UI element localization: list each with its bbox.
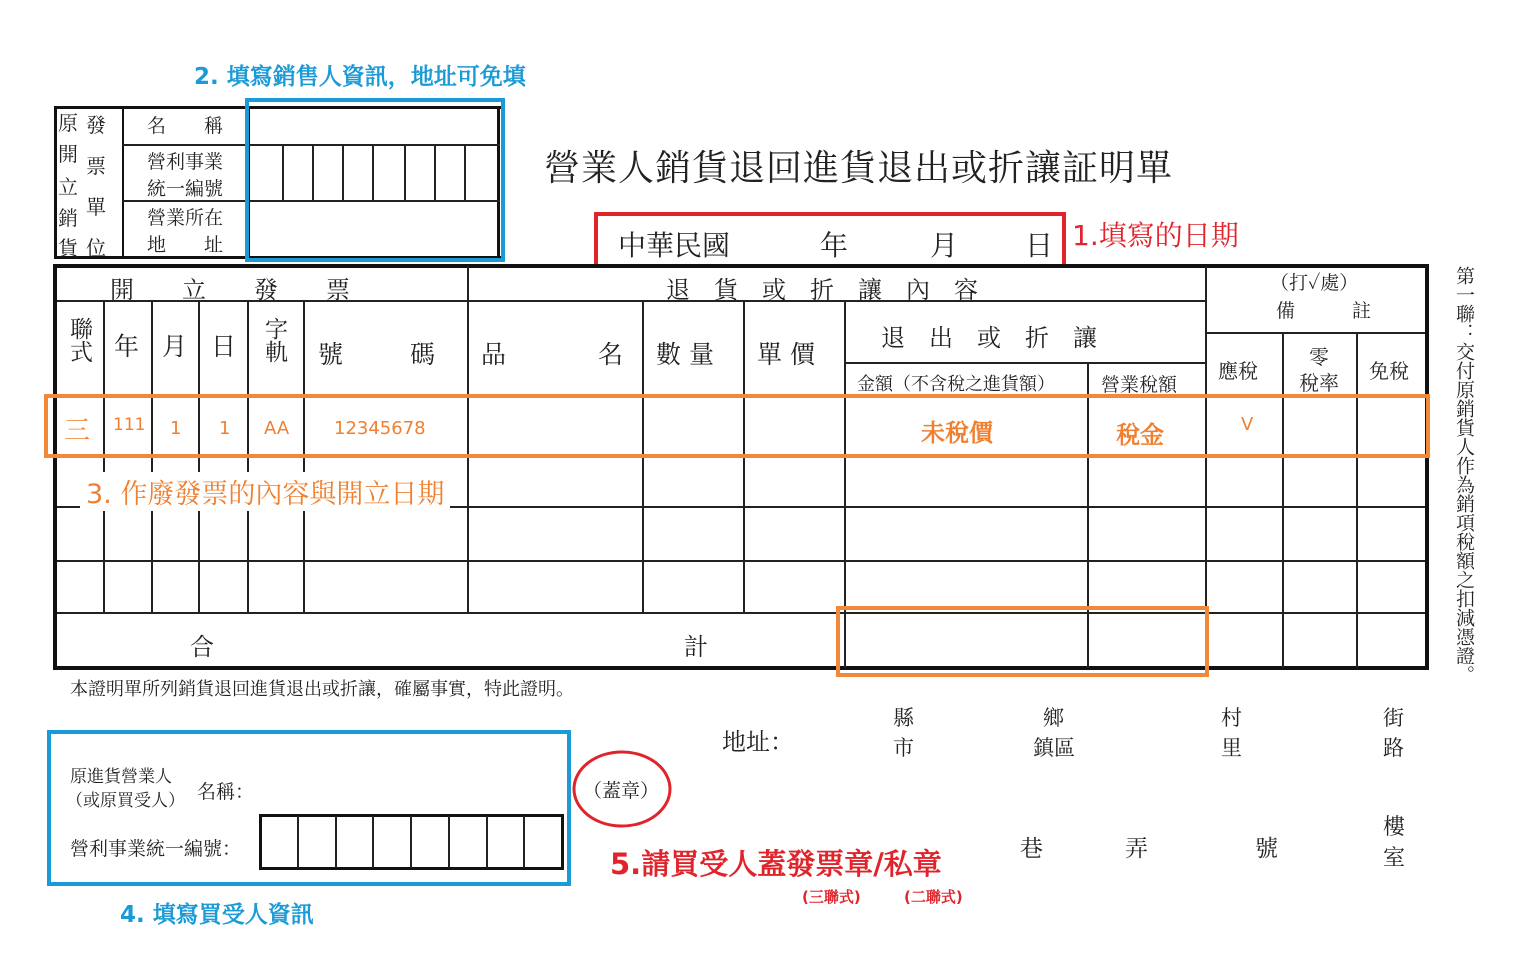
header-copies: 聯式: [66, 317, 92, 363]
seller-char: 貨: [58, 236, 78, 260]
address-village: 村: [1221, 706, 1242, 730]
annotation-step1: 1.填寫的日期: [1072, 219, 1239, 252]
form-title: 營業人銷貨退回進貨退出或折讓証明單: [544, 148, 1174, 189]
total-highlight-box: [836, 606, 1209, 677]
annotation-step3: 3. 作廢發票的內容與開立日期: [80, 472, 450, 511]
header-track: 字軌: [261, 317, 287, 363]
row-taxable-mark: V: [1241, 414, 1254, 435]
header-zero-rate: 零: [1309, 345, 1329, 369]
address-city: 市: [893, 736, 914, 760]
address-alley: 弄: [1125, 836, 1148, 862]
seller-char: 票: [86, 154, 106, 178]
row-number-value: 12345678: [334, 418, 426, 439]
header-quantity: 數 量: [656, 340, 714, 369]
annotation-step5: 5.請買受人蓋發票章/私章: [610, 847, 942, 881]
header-amount: 金額（不含稅之進貨額）: [857, 374, 1055, 395]
seller-highlight-box: [245, 98, 505, 262]
header-remark: 備 註: [1276, 300, 1372, 322]
address-county: 縣: [893, 706, 914, 730]
header-zero-rate: 稅率: [1299, 371, 1339, 395]
header-day: 日: [211, 332, 237, 361]
seller-char: 開: [58, 142, 78, 166]
buyer-tax-id-label: 營利事業統一編號：: [70, 838, 242, 860]
header-taxable: 應稅: [1218, 359, 1258, 383]
seller-char: 銷: [58, 206, 78, 230]
row-copies-value: 三: [64, 416, 91, 446]
annotation-step2: 2. 填寫銷售人資訊，地址可免填: [194, 64, 526, 90]
seller-tax-id-label: 統一編號: [147, 178, 224, 200]
address-lane: 巷: [1020, 836, 1043, 862]
header-invoice-group: 開 立 發 票: [110, 276, 350, 304]
header-month: 月: [162, 332, 188, 361]
seller-char: 單: [86, 195, 106, 219]
row-track-value: AA: [264, 418, 290, 439]
header-return-or-allowance: 退 出 或 折 讓: [881, 324, 1097, 352]
address-li: 里: [1221, 736, 1242, 760]
annotation-step4: 4. 填寫買受人資訊: [120, 902, 314, 928]
date-month-label: 月: [930, 229, 959, 262]
address-room: 室: [1383, 846, 1406, 871]
stamp-label: （蓋章）: [583, 780, 660, 802]
header-content-group: 退 貨 或 折 讓 內 容: [666, 276, 978, 304]
address-floor: 樓: [1383, 815, 1406, 840]
address-street: 街: [1383, 706, 1404, 730]
header-remark-note: （打✓處）: [1270, 272, 1359, 294]
seller-char: 原: [58, 111, 78, 135]
seller-tax-id-label: 營利事業: [147, 151, 224, 173]
header-number: 碼: [410, 340, 436, 369]
side-note: 第一聯：交付原銷貨人作為銷項稅額之扣減憑證。: [1453, 266, 1475, 684]
header-tax-amount: 營業稅額: [1101, 374, 1178, 396]
row-day-value: 1: [219, 418, 231, 439]
address-township: 鄉: [1043, 706, 1064, 730]
row-tax-value: 稅金: [1116, 421, 1164, 449]
seller-name-label: 名 稱: [147, 115, 224, 137]
row-year-value: 111: [113, 415, 146, 435]
certify-text: 本證明單所列銷貨退回進貨退出或折讓，確屬事實，特此證明。: [70, 679, 574, 700]
address-number: 號: [1255, 836, 1278, 862]
buyer-label: 原進貨營業人: [70, 767, 172, 787]
row-month-value: 1: [170, 418, 182, 439]
invoice-row-highlight-box: [44, 394, 1430, 458]
header-number: 號: [318, 340, 344, 369]
seller-char: 位: [86, 236, 106, 260]
header-tax-exempt: 免稅: [1369, 359, 1409, 383]
header-year: 年: [114, 332, 140, 361]
date-prefix: 中華民國: [618, 229, 731, 262]
total-label: 計: [684, 633, 708, 661]
seller-address-label: 地 址: [147, 234, 224, 256]
header-item: 名: [598, 340, 624, 369]
total-label: 合: [190, 633, 214, 661]
annotation-step5-sub: (三聯式): [802, 888, 861, 906]
row-amount-value: 未稅價: [921, 419, 993, 447]
address-label: 地址：: [722, 728, 794, 756]
address-road: 路: [1383, 736, 1404, 760]
seller-char: 發: [86, 113, 106, 137]
buyer-name-label: 名稱：: [197, 781, 255, 803]
seller-char: 立: [58, 175, 78, 199]
date-day-label: 日: [1025, 229, 1054, 262]
date-year-label: 年: [820, 229, 849, 262]
annotation-step5-sub: (二聯式): [904, 888, 963, 906]
address-district: 鎮區: [1033, 736, 1075, 760]
buyer-label: （或原買受人）: [66, 791, 185, 811]
header-unit-price: 單 價: [757, 340, 815, 369]
seller-address-label: 營業所在: [147, 207, 224, 229]
header-item: 品: [481, 340, 507, 369]
